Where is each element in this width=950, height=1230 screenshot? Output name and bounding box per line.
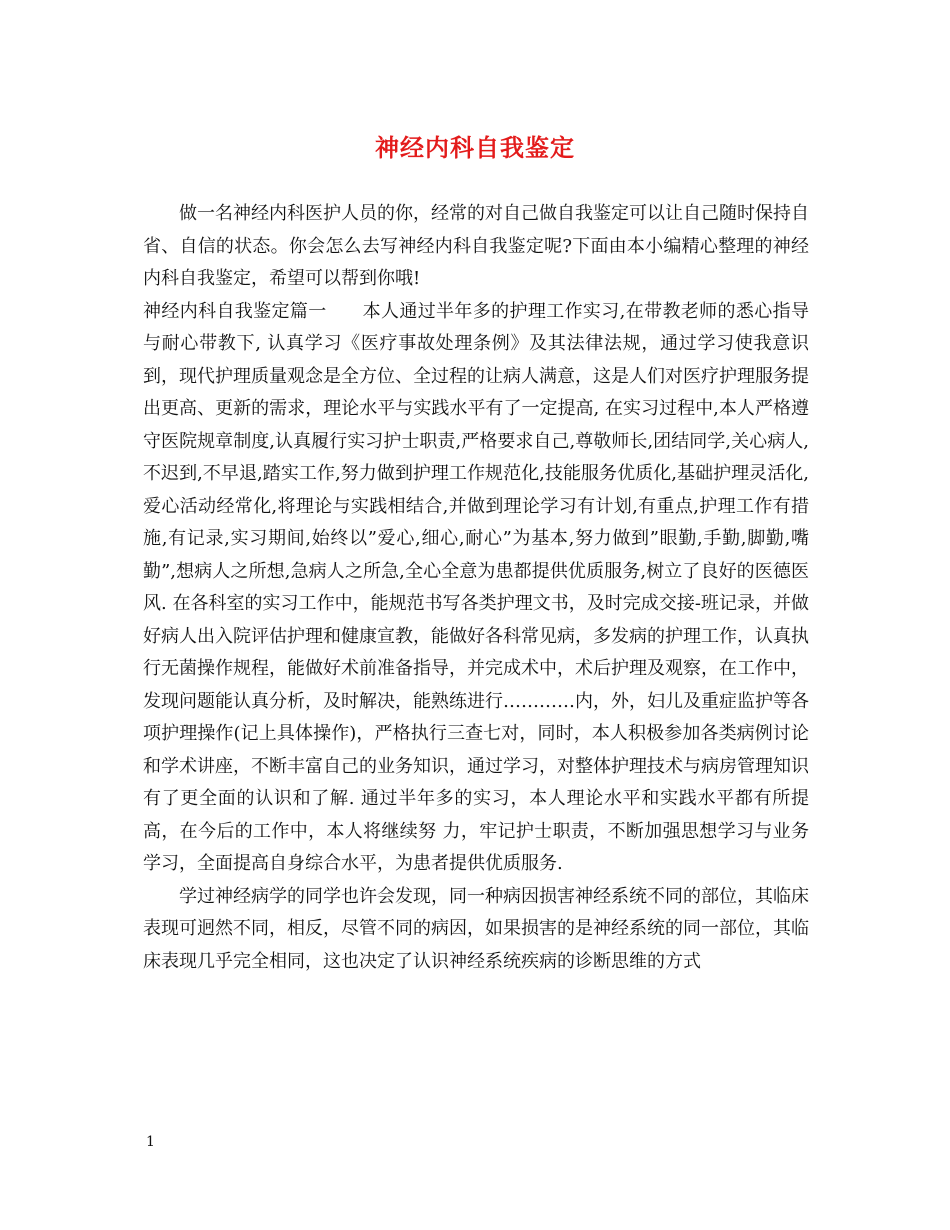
section-body: 本人通过半年多的护理工作实习,在带教老师的悉心指导与耐心带教下, 认真学习《医疗事故处理条例》及其法律法规，通过学习使我意识到，现代护理质量观念是全方位、全过程的让病人满意，这是人们对医疗护理服务提出更高、更新的需求，理论水平与实践水平有了一定提高, 在实习过程中,本人严格遵守医院规章制度,认真履行实习护士职责,严格要求自己,尊敬师长,团结同学,关心病人,不迟到,不早退,踏实工作,努力做到护理工作规范化,技能服务优质化,基础护理灵活化,爱心活动经常化,将理论与实践相结合,并做到理论学习有计划,有重点,护理工作有措施,有记录,实习期间,始终以”爱心,细心,耐心”为基本,努力做到”眼勤,手勤,脚勤,嘴勤”,想病人之所想,急病人之所急,全心全意为患都提供优质服务,树立了良好的医德医风. 在各科室的实习工作中，能规范书写各类护理文书，及时完成交接-班记录，并做好病人出入院评估护理和健康宣教，能做好各科常见病，多发病的护理工作，认真执行无菌操作规程，能做好术前准备指导，并完成术中，术后护理及观察，在工作中，发现问题能认真分析，及时解决，能熟练进行…………内，外，妇儿及重症监护等各项护理操作(记上具体操作)，严格执行三查七对，同时，本人积极参加各类病例讨论和学术讲座，不断丰富自己的业务知识，通过学习，对整体护理技术与病房管理知识有了更全面的认识和了解. 通过半年多的实习，本人理论水平和实践水平都有所提高，在今后的工作中，本人将继续努 力，牢记护士职责，不断加强思想学习与业务学习，全面提高自身综合水平，为患者提供优质服务. <box>143 300 809 874</box>
section-heading: 神经内科自我鉴定篇一 <box>143 300 327 322</box>
section-paragraph <box>143 296 809 881</box>
document-body <box>143 198 809 978</box>
document-title: 神经内科自我鉴定 <box>375 133 575 162</box>
closing-paragraph: 学过神经病学的同学也许会发现，同一种病因损害神经系统不同的部位，其临床表现可迥然不同，相反，尽管不同的病因，如果损害的是神经系统的同一部位，其临床表现几乎完全相同，这也决定了认识神经系统疾病的诊断思维的方式 <box>143 885 809 972</box>
intro-paragraph: 做一名神经内科医护人员的你，经常的对自己做自我鉴定可以让自己随时保持自省、自信的状态。你会怎么去写神经内科自我鉴定呢?下面由本小编精心整理的神经内科自我鉴定，希望可以帮到你哦! <box>143 203 809 289</box>
page-number: 1 <box>146 1134 155 1150</box>
